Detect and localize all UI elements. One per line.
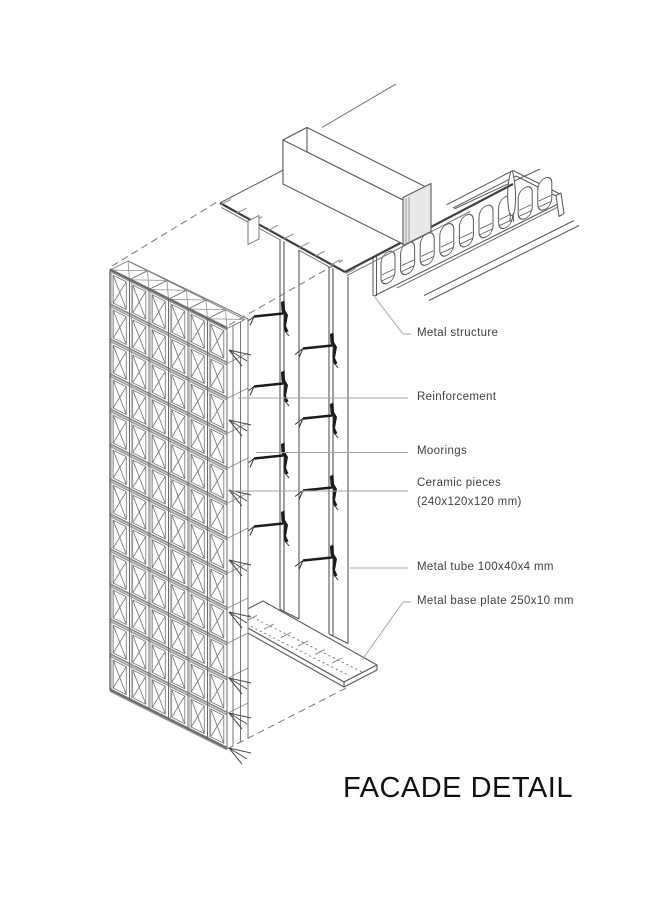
metal-tubes: [280, 240, 348, 644]
label-metal-tube: Metal tube 100x40x4 mm: [417, 561, 554, 573]
label-base-plate: Metal base plate 250x10 mm: [417, 595, 574, 607]
label-metal-structure: Metal structure: [417, 327, 499, 339]
label-reinforcement: Reinforcement: [417, 391, 497, 403]
label-ceramic-size: (240x120x120 mm): [417, 496, 522, 508]
label-moorings: Moorings: [417, 445, 468, 457]
label-ceramic-pieces: Ceramic pieces: [417, 477, 502, 489]
ceramic-lattice-wall: [110, 261, 251, 764]
drawing-title: FACADE DETAIL: [343, 772, 573, 804]
base-plate: [230, 601, 377, 687]
